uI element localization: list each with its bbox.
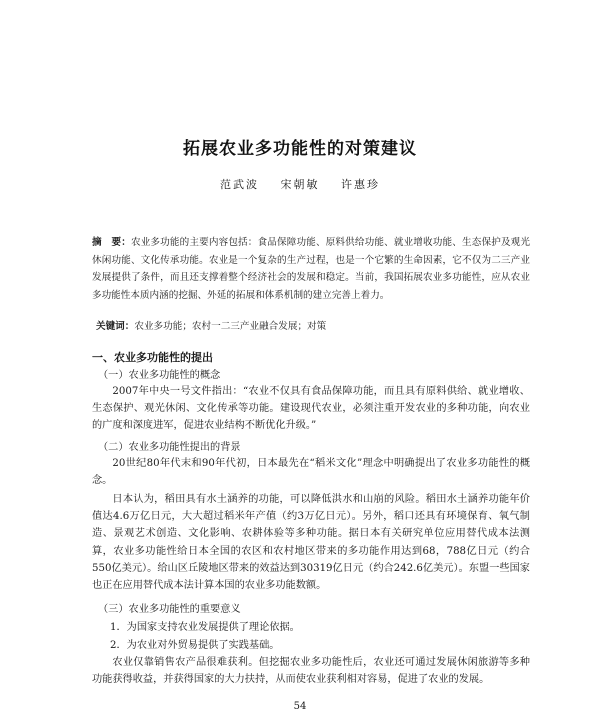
author-name: 许惠珍 xyxy=(341,178,380,191)
keywords-text: 农业多功能；农村一二三产业融合发展；对策 xyxy=(134,321,327,332)
body-paragraph: 2007年中央一号文件指出：“农业不仅具有食品保障功能，而且具有原料供给、就业增收、生态保护、观光休闲、文化传承等功能。建设现代农业，必须注重开发农业的多种功能，向农业的广度和深度进军，促进农业结构不断优化升级。” xyxy=(92,386,530,432)
section-heading: 一、农业多功能性的提出 xyxy=(92,351,213,364)
abstract xyxy=(92,234,530,304)
author-list xyxy=(0,176,600,192)
paper-title: 拓展农业多功能性的对策建议 xyxy=(183,139,417,159)
abstract-label: 摘 要： xyxy=(92,237,131,248)
list-item: 2．为农业对外贸易提供了实践基础。 xyxy=(110,640,280,651)
abstract-text: 农业多功能的主要内容包括：食品保障功能、原料供给功能、就业增收功能、生态保护及观光休闲功能、文化传承功能。农业是一个复杂的生产过程，也是一个它繁的生命因素，它不仅为二三产业发展提供了条件，而且还支撑着整个经济社会的发展和稳定。当前，我国拓展农业多功能性，应从农业多功能性本质内涵的挖掘、外延的拓展和体系机制的建立完善上着力。 xyxy=(92,237,531,301)
keywords-label: 关键词： xyxy=(96,321,135,332)
page-number: 54 xyxy=(293,701,307,712)
body-paragraph: 农业仅靠销售农产品很难获利。但挖掘农业多功能性后，农业还可通过发展休闲旅游等多种功能获得收益，并获得国家的大力扶持，从而使农业获利相对容易，促进了农业的发展。 xyxy=(92,657,530,686)
keywords xyxy=(96,319,530,334)
list-item: 1．为国家支持农业发展提供了理论依据。 xyxy=(110,622,300,633)
body-paragraph: 20世纪80年代末和90年代初，日本最先在“稻米文化”理念中明确提出了农业多功能性的概念。 xyxy=(92,458,530,487)
subsection-heading: （二）农业多功能性提出的背景 xyxy=(98,442,241,453)
author-name: 宋朝敏 xyxy=(280,178,320,191)
subsection-heading: （三）农业多功能性的重要意义 xyxy=(98,604,241,615)
author-name: 范武波 xyxy=(220,178,259,191)
body-paragraph: 日本认为，稻田具有水土涵养的功能，可以降低洪水和山崩的风险。稻田水土涵养功能年价值达4.6万亿日元，大大超过稻米年产值（约3万亿日元）。另外，稻口还具有环境保育、氧气制造、景观艺术创造、文化影响、农耕体验等多种功能。据日本有关研究单位应用替代成本法测算，农业多功能性给日本全国的农区和农村地区带来的多功能作用达到68，788亿日元（约合550亿美元）。给山区丘陵地区带来的效益达到30319亿日元（约合242.6亿美元）。东盟一些国家也正在应用替代成本法计算本国的农业多功能数额。 xyxy=(92,494,530,592)
subsection-heading: （一）农业多功能性的概念 xyxy=(98,370,221,381)
